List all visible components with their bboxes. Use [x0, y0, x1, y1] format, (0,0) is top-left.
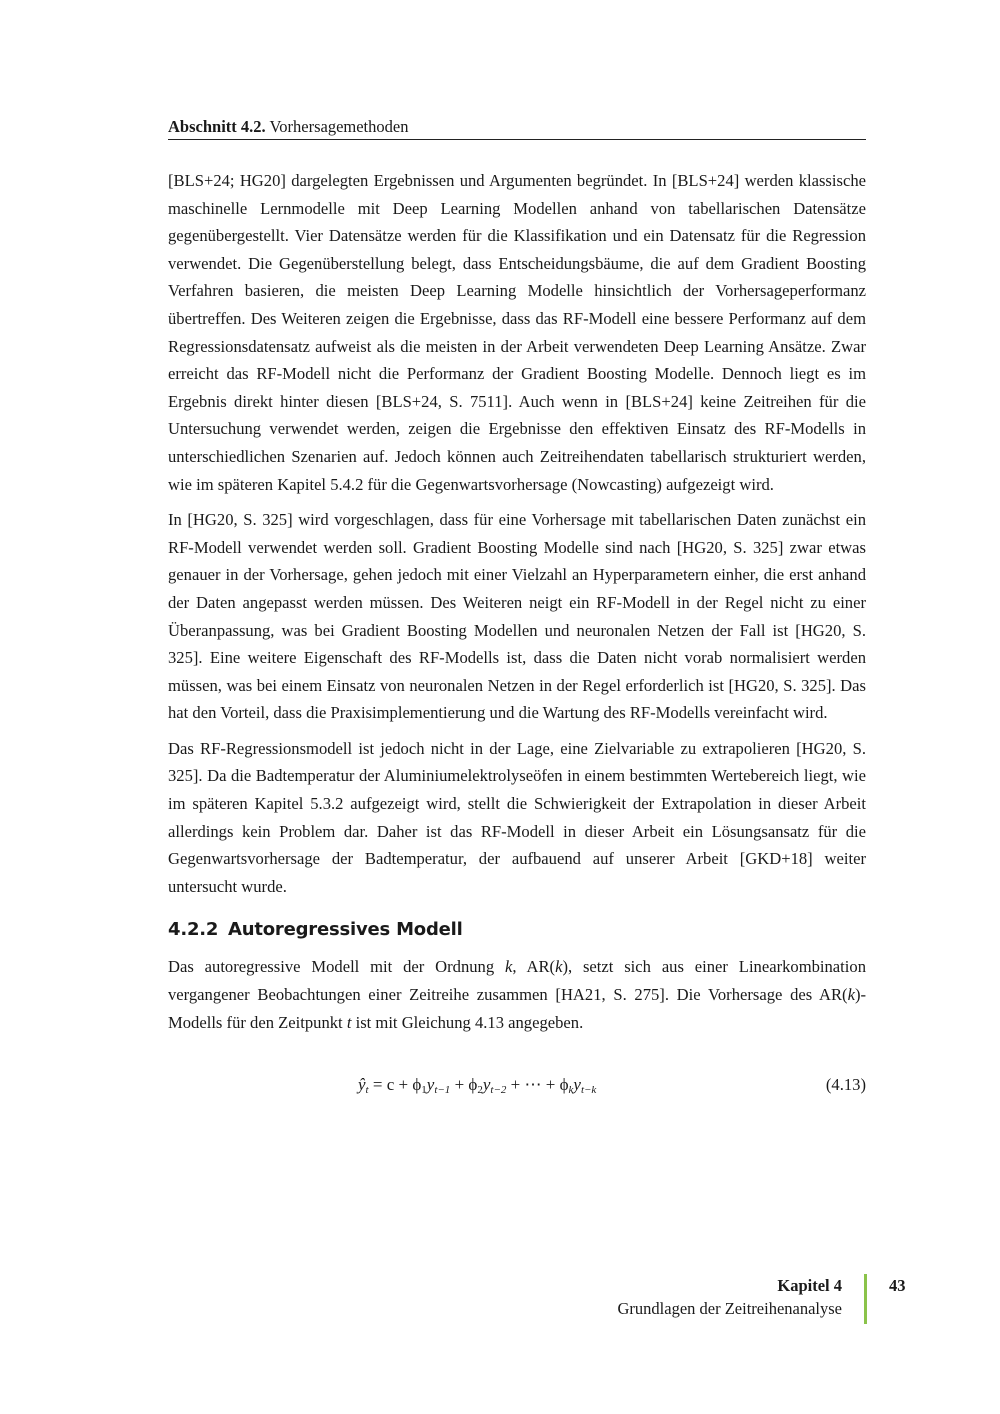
- paragraph-2: In [HG20, S. 325] wird vorgeschlagen, dass für eine Vorhersage mit tabellarischen Daten zunächst ein RF-Modell verwendet werden soll. Gradient Boosting Modelle sind nach [HG20, S. 325] zwar etwas genauer in der Vorhersage, gehen jedoch mit einer Vielzahl an Hyperparametern einher, die erst anhand der Daten angepasst werden müssen. Des Weiteren neigt ein RF-Modell in der Regel nicht zu einer Überanpassung, was bei Gradient Boosting Modellen und neuronalen Netzen der Fall ist [HG20, S. 325]. Eine weitere Eigenschaft des RF-Modells ist, dass die Daten nicht vorab normalisiert werden müssen, was bei einem Einsatz von neuronalen Netzen in der Regel erforderlich ist [HG20, S. 325]. Das hat den Vorteil, dass die Praxisimplementierung und die Wartung des RF-Modells vereinfacht wird.: [168, 510, 866, 723]
- subsection-heading: [168, 913, 866, 947]
- eq-term: + ⋯ + ϕ: [506, 1075, 569, 1095]
- header-section-title: Vorhersagemethoden: [269, 117, 409, 136]
- header-section-number: Abschnitt 4.2.: [168, 117, 266, 136]
- subsection-number: 4.2.2: [168, 919, 219, 941]
- subsection-title: Autoregressives Modell: [228, 919, 463, 941]
- eq-sub: t−2: [490, 1084, 507, 1097]
- page-footer: [618, 1274, 842, 1320]
- page-body: [168, 167, 866, 1100]
- footer-chapter: Kapitel 4: [777, 1276, 842, 1295]
- text-span: , AR(: [512, 957, 556, 977]
- paragraph-ar-model: [168, 953, 866, 1036]
- eq-sub: t−k: [580, 1084, 597, 1097]
- eq-yhat: ŷ: [358, 1075, 366, 1095]
- math-var-t: t: [346, 1012, 352, 1032]
- equation-formula: [358, 1070, 596, 1100]
- eq-y: y: [426, 1075, 435, 1095]
- eq-y: y: [482, 1075, 491, 1095]
- running-header: [168, 117, 866, 140]
- math-var-k: k: [847, 985, 855, 1005]
- text-span: ist mit Gleichung 4.13 angegeben.: [351, 1012, 584, 1032]
- math-var-k: k: [555, 957, 563, 977]
- paragraph-1: [BLS+24; HG20] dargelegten Ergebnissen und Argumenten begründet. In [BLS+24] werden klassische maschinelle Lernmodelle mit Deep Learning Modellen anhand von tabellarischen Datensätze gegenübergestellt. Vier Datensätze werden für die Klassifikation und ein Datensatz für die Regression verwendet. Die Gegenüberstellung belegt, dass Entscheidungsbäume, die auf dem Gradient Boosting Verfahren basieren, die meisten Deep Learning Modelle hinsichtlich der Vorhersageperformanz übertreffen. Des Weiteren zeigen die Ergebnisse, dass das RF-Modell eine bessere Performanz auf dem Regressionsdatensatz aufweist als die meisten in der Arbeit verwendeten Deep Learning Ansätze. Zwar erreicht das RF-Modell nicht die Performanz der Gradient Boosting Modelle. Dennoch liegt es im Ergebnis direkt hinter diesen [BLS+24, S. 7511]. Auch wenn in [BLS+24] keine Zeitreihen für die Untersuchung verwendet werden, zeigen die Ergebnisse den effektiven Einsatz des RF-Modells in unterschiedlichen Szenarien auf. Jedoch können auch Zeitreihendaten tabellarisch strukturiert werden, wie im späteren Kapitel 5.4.2 für die Gegenwartsvorhersage (Nowcasting) aufgezeigt wird.: [168, 171, 866, 494]
- text-span: Das autoregressive Modell mit der Ordnung: [168, 957, 506, 977]
- eq-sub: t−1: [434, 1084, 451, 1097]
- equation-4-13: [168, 1070, 866, 1100]
- math-var-k: k: [505, 957, 513, 977]
- eq-sub: 2: [477, 1084, 483, 1097]
- text-span: )-Modells für den Zeitpunkt: [168, 985, 866, 1032]
- footer-accent-bar: [864, 1274, 867, 1324]
- eq-sub: k: [568, 1084, 574, 1097]
- paragraph-3: Das RF-Regressionsmodell ist jedoch nicht in der Lage, eine Zielvariable zu extrapolieren [HG20, S. 325]. Da die Badtemperatur der Aluminiumelektrolyseöfen in einem bestimmten Wertebereich liegt, wie im späteren Kapitel 5.3.2 aufgezeigt wird, stellt die Schwierigkeit der Extrapolation in dieser Arbeit allerdings kein Problem dar. Daher ist das RF-Modell in dieser Arbeit ein Lösungsansatz für die Gegenwartsvorhersage der Badtemperatur, der aufbauend auf unserer Arbeit [GKD+18] weiter untersucht wurde.: [168, 738, 866, 896]
- eq-term: + ϕ: [450, 1075, 478, 1095]
- equation-number: (4.13): [825, 1075, 866, 1095]
- eq-term: = c + ϕ: [368, 1075, 422, 1095]
- page-number: 43: [889, 1276, 906, 1295]
- footer-chapter-title: Grundlagen der Zeitreihenanalyse: [617, 1299, 842, 1318]
- eq-y: y: [573, 1075, 581, 1095]
- eq-sub: t: [365, 1084, 369, 1097]
- text-span: ), setzt sich aus einer Linearkombination vergangener Beobachtungen einer Zeitreihe zusammen [HA21, S. 275]. Die Vorhersage des AR(: [168, 957, 866, 1005]
- eq-sub: 1: [421, 1084, 427, 1097]
